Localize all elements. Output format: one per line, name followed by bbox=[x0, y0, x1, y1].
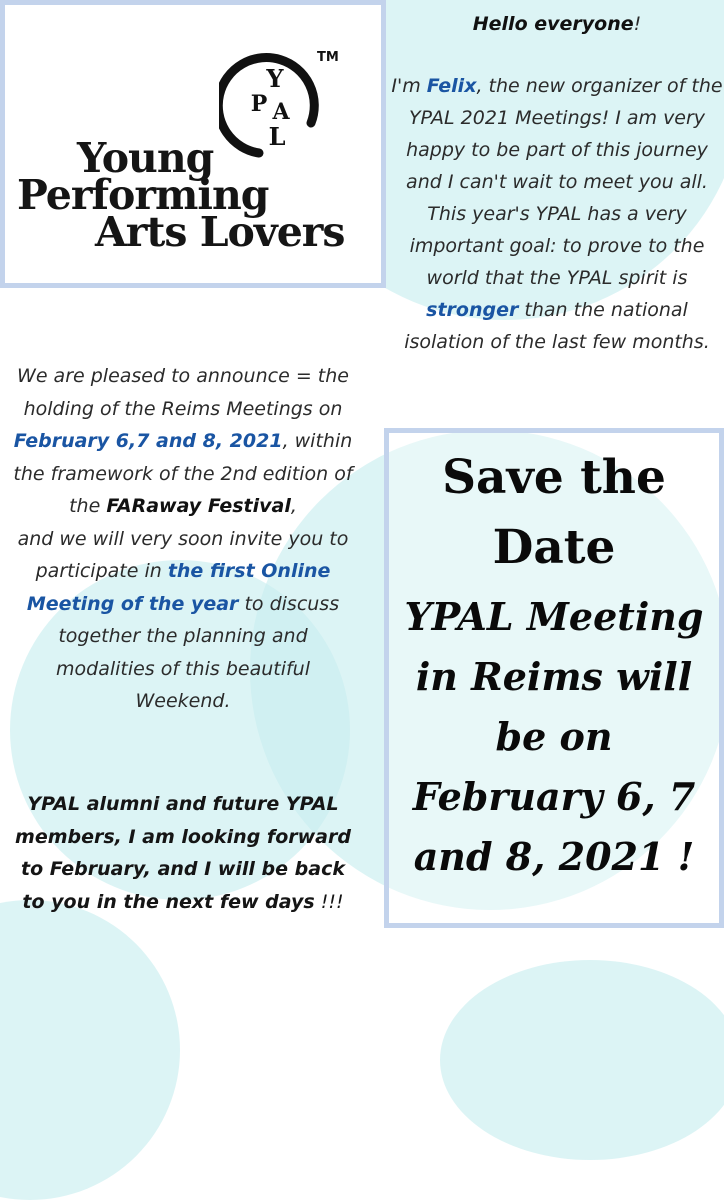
meeting-dates: February 6,7 and 8, 2021 bbox=[13, 430, 283, 452]
background-bubble bbox=[440, 960, 724, 1160]
announcement-text bbox=[10, 360, 356, 718]
logo-line-arts-lovers: Arts Lovers bbox=[95, 208, 345, 256]
announcement-span: to discuss together the planning and modalities of this beautiful Weekend. bbox=[56, 592, 340, 712]
intro-text: , the new organizer of the YPAL 2021 Meetings! I am very happy to be part of this journey and I can't wait to meet you all. bbox=[406, 75, 723, 193]
intro-message bbox=[390, 8, 724, 358]
organizer-name: Felix bbox=[426, 75, 477, 97]
announcement-paragraph-2 bbox=[10, 523, 356, 718]
save-the-date-panel bbox=[384, 428, 724, 928]
svg-text:L: L bbox=[268, 122, 286, 151]
festival-name-b: Festival bbox=[201, 495, 291, 517]
greeting: Hello everyone bbox=[472, 13, 634, 35]
intro-text: I'm bbox=[391, 75, 427, 97]
festival-name-a: FARaway bbox=[106, 495, 202, 517]
intro-text: This year's YPAL has a very important goal: to prove to the world that the YPAL spirit is bbox=[409, 203, 705, 289]
save-the-date-details bbox=[389, 587, 719, 887]
announcement-span: , bbox=[290, 495, 297, 517]
online-meeting: the first Online Meeting of the year bbox=[26, 560, 331, 615]
save-line: and 8, 2021 ! bbox=[413, 834, 695, 879]
announcement-span: We are pleased to announce = the holding of the Reims Meetings on bbox=[17, 365, 349, 420]
save-line: YPAL Meeting bbox=[404, 594, 704, 639]
svg-text:A: A bbox=[272, 99, 290, 125]
logo-wordmark bbox=[17, 134, 387, 256]
logo-line-performing: Performing bbox=[17, 171, 269, 219]
emphasis-stronger: stronger bbox=[426, 299, 519, 321]
svg-text:P: P bbox=[250, 91, 268, 117]
closing-exclaim: !!! bbox=[314, 890, 344, 913]
logo-line-young: Young bbox=[77, 134, 214, 182]
intro-paragraph-1 bbox=[390, 70, 724, 198]
background-bubble bbox=[0, 900, 180, 1200]
save-line: in Reims will bbox=[415, 654, 693, 699]
closing-text: YPAL alumni and future YPAL members, I am looking forward to February, and I will be back to you in the next few days bbox=[15, 793, 351, 913]
closing-message bbox=[10, 788, 356, 918]
announcement-paragraph-1 bbox=[10, 360, 356, 523]
logo-panel bbox=[0, 0, 386, 288]
save-line: February 6, 7 bbox=[412, 774, 696, 819]
save-line: be on bbox=[495, 714, 613, 759]
trademark-mark: TM bbox=[317, 50, 339, 65]
save-the-date-title: Save the Date bbox=[442, 450, 666, 575]
intro-text: than the national isolation of the last few months. bbox=[404, 299, 710, 353]
intro-paragraph-2 bbox=[390, 198, 724, 358]
announcement-span: , within the framework of the 2nd edition of the bbox=[13, 430, 353, 517]
svg-text:Y: Y bbox=[266, 64, 284, 93]
announcement-span: and we will very soon invite you to participate in bbox=[17, 527, 349, 582]
greeting-punct: ! bbox=[633, 13, 642, 35]
